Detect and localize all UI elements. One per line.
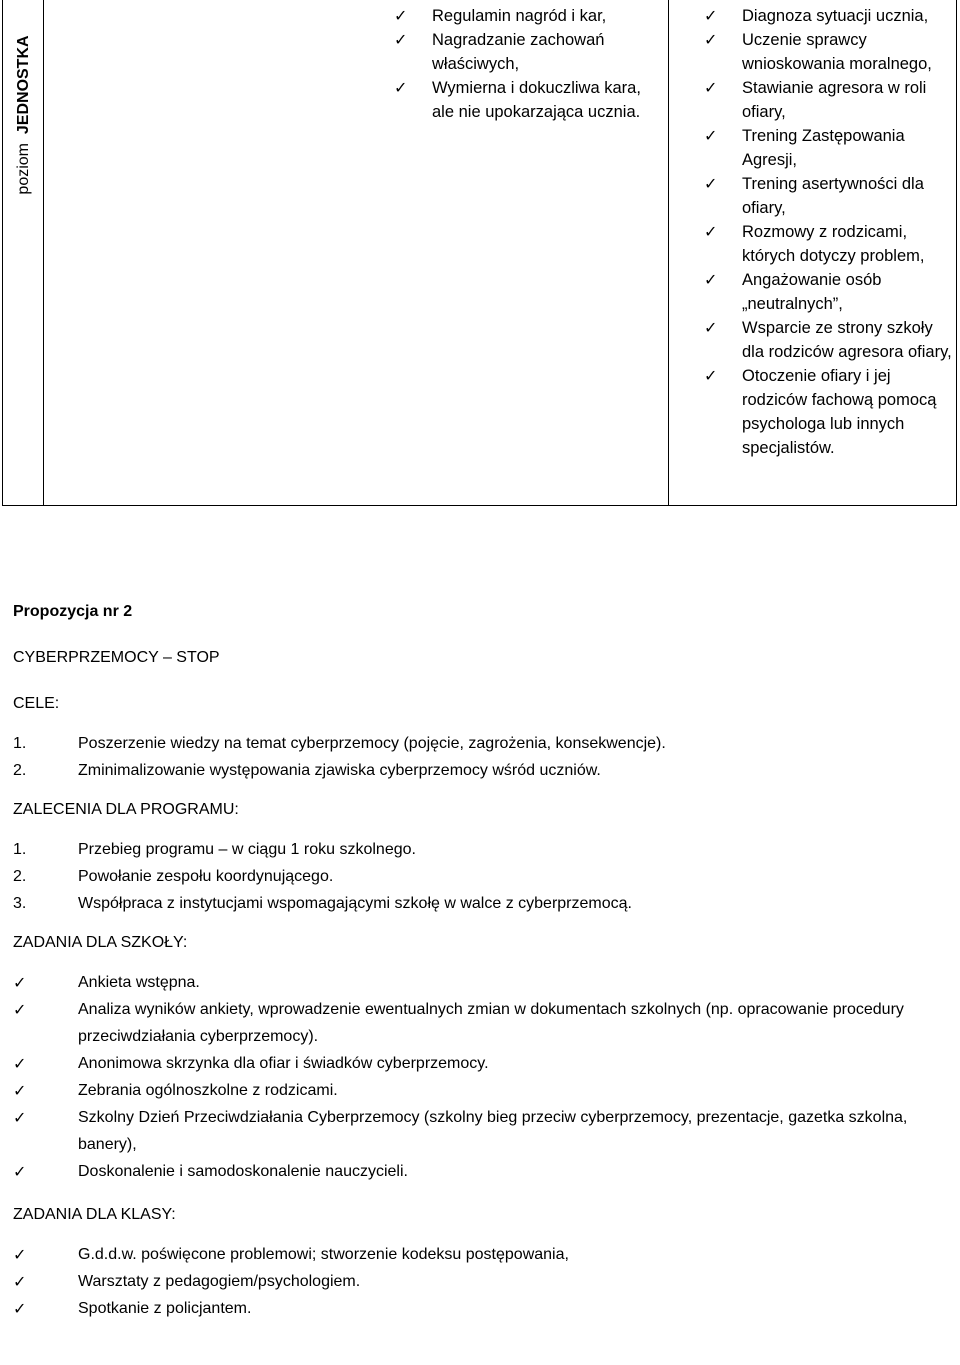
individual-measure-item-text: Otoczenie ofiary i jej rodziców fachową pomocą psychologa lub innych specjalistów. (742, 367, 937, 457)
level-emphasis: JEDNOSTKA (15, 35, 32, 135)
goal-item-number: 1. (13, 735, 27, 752)
level-prefix: poziom (15, 143, 32, 195)
recommendation-item (13, 836, 948, 863)
recommendations-label: ZALECENIA DLA PROGRAMU: (13, 801, 239, 818)
check-mark-icon: ✓ (704, 30, 718, 49)
individual-measure-item-text: Trening Zastępowania Agresji, (742, 127, 905, 169)
check-mark-icon: ✓ (704, 366, 718, 385)
class-task-item-text: G.d.d.w. poświęcone problemowi; stworzenie kodeksu postępowania, (78, 1246, 569, 1263)
school-task-item (13, 1104, 948, 1158)
individual-measure-item (704, 220, 954, 268)
school-task-item-text: Analiza wyników ankiety, wprowadzenie ewentualnych zmian w dokumentach szkolnych (np. opracowanie procedury przeciwdziałania cyberprzemocy). (78, 1001, 904, 1045)
individual-measure-item (704, 316, 954, 364)
individual-measures-list (704, 4, 954, 460)
individual-measure-item-text: Diagnoza sytuacji ucznia, (742, 7, 929, 25)
goal-item (13, 757, 948, 784)
school-task-item-text: Anonimowa skrzynka dla ofiar i świadków cyberprzemocy. (78, 1055, 489, 1072)
recommendation-item-text: Przebieg programu – w ciągu 1 roku szkolnego. (78, 841, 416, 858)
recommendations-list (13, 836, 948, 917)
class-tasks-list (13, 1241, 948, 1322)
individual-measure-item (704, 76, 954, 124)
class-tasks-label: ZADANIA DLA KLASY: (13, 1206, 176, 1223)
check-mark-icon: ✓ (704, 222, 718, 241)
school-task-item-text: Szkolny Dzień Przeciwdziałania Cyberprzemocy (szkolny bieg przeciw cyberprzemocy, prezentacje, gazetka szkolna, banery), (78, 1109, 908, 1153)
recommendation-item (13, 863, 948, 890)
school-task-item-text: Zebrania ogólnoszkolne z rodzicami. (78, 1082, 338, 1099)
school-task-item (13, 969, 948, 996)
class-task-item (13, 1295, 948, 1322)
school-measures-list (394, 4, 654, 124)
check-mark-icon: ✓ (704, 126, 718, 145)
class-task-item (13, 1268, 948, 1295)
school-task-item (13, 1050, 948, 1077)
measures-table (2, 0, 957, 506)
school-measure-item-text: Wymierna i dokuczliwa kara, ale nie upokarzająca ucznia. (432, 79, 641, 121)
individual-measure-item-text: Angażowanie osób „neutralnych”, (742, 271, 882, 313)
program-name: CYBERPRZEMOCY – STOP (13, 649, 220, 666)
school-measure-item-text: Regulamin nagród i kar, (432, 7, 607, 25)
recommendation-item-number: 3. (13, 895, 27, 912)
school-task-item-text: Doskonalenie i samodoskonalenie nauczycieli. (78, 1163, 408, 1180)
class-task-item (13, 1241, 948, 1268)
check-mark-icon: ✓ (704, 270, 718, 289)
individual-measure-item (704, 28, 954, 76)
check-mark-icon: ✓ (394, 6, 408, 25)
individual-measure-item-text: Uczenie sprawcy wnioskowania moralnego, (742, 31, 932, 73)
level-cell (3, 0, 45, 230)
school-measure-item (394, 4, 654, 28)
individual-measure-item-text: Stawianie agresora w roli ofiary, (742, 79, 927, 121)
check-mark-icon: ✓ (394, 30, 408, 49)
check-mark-icon: ✓ (13, 1000, 27, 1019)
school-tasks-label: ZADANIA DLA SZKOŁY: (13, 934, 188, 951)
goal-item (13, 730, 948, 757)
proposal-heading: Propozycja nr 2 (13, 603, 133, 620)
goals-list (13, 730, 948, 784)
class-task-item-text: Warsztaty z pedagogiem/psychologiem. (78, 1273, 361, 1290)
recommendation-item-text: Współpraca z instytucjami wspomagającymi szkołę w walce z cyberprzemocą. (78, 895, 632, 912)
class-task-item-text: Spotkanie z policjantem. (78, 1300, 252, 1317)
individual-measure-item-text: Wsparcie ze strony szkoły dla rodziców agresora ofiary, (742, 319, 952, 361)
check-mark-icon: ✓ (394, 78, 408, 97)
school-task-item (13, 996, 948, 1050)
school-measure-item (394, 28, 654, 76)
goal-item-text: Zminimalizowanie występowania zjawiska cyberprzemocy wśród uczniów. (78, 762, 601, 779)
individual-measure-item (704, 4, 954, 28)
recommendation-item-number: 1. (13, 841, 27, 858)
check-mark-icon: ✓ (13, 1054, 27, 1073)
table-column-divider (668, 0, 669, 505)
check-mark-icon: ✓ (704, 318, 718, 337)
recommendation-item-number: 2. (13, 868, 27, 885)
school-task-item (13, 1158, 948, 1185)
goals-label: CELE: (13, 695, 60, 712)
level-label (14, 35, 34, 194)
school-task-item-text: Ankieta wstępna. (78, 974, 200, 991)
goal-item-number: 2. (13, 762, 27, 779)
check-mark-icon: ✓ (704, 174, 718, 193)
individual-measure-item-text: Trening asertywności dla ofiary, (742, 175, 924, 217)
recommendation-item (13, 890, 948, 917)
school-measure-item (394, 76, 654, 124)
check-mark-icon: ✓ (13, 1081, 27, 1100)
school-tasks-list (13, 969, 948, 1185)
goal-item-text: Poszerzenie wiedzy na temat cyberprzemocy (pojęcie, zagrożenia, konsekwencje). (78, 735, 666, 752)
individual-measure-item (704, 364, 954, 460)
check-mark-icon: ✓ (704, 78, 718, 97)
check-mark-icon: ✓ (13, 1299, 27, 1318)
recommendation-item-text: Powołanie zespołu koordynującego. (78, 868, 334, 885)
check-mark-icon: ✓ (13, 1245, 27, 1264)
check-mark-icon: ✓ (13, 1108, 27, 1127)
check-mark-icon: ✓ (704, 6, 718, 25)
individual-measure-item (704, 172, 954, 220)
check-mark-icon: ✓ (13, 1272, 27, 1291)
school-measure-item-text: Nagradzanie zachowań właściwych, (432, 31, 605, 73)
check-mark-icon: ✓ (13, 973, 27, 992)
check-mark-icon: ✓ (13, 1162, 27, 1181)
individual-measure-item (704, 124, 954, 172)
individual-measure-item (704, 268, 954, 316)
proposal-section (13, 598, 948, 1322)
individual-measure-item-text: Rozmowy z rodzicami, których dotyczy problem, (742, 223, 925, 265)
school-task-item (13, 1077, 948, 1104)
